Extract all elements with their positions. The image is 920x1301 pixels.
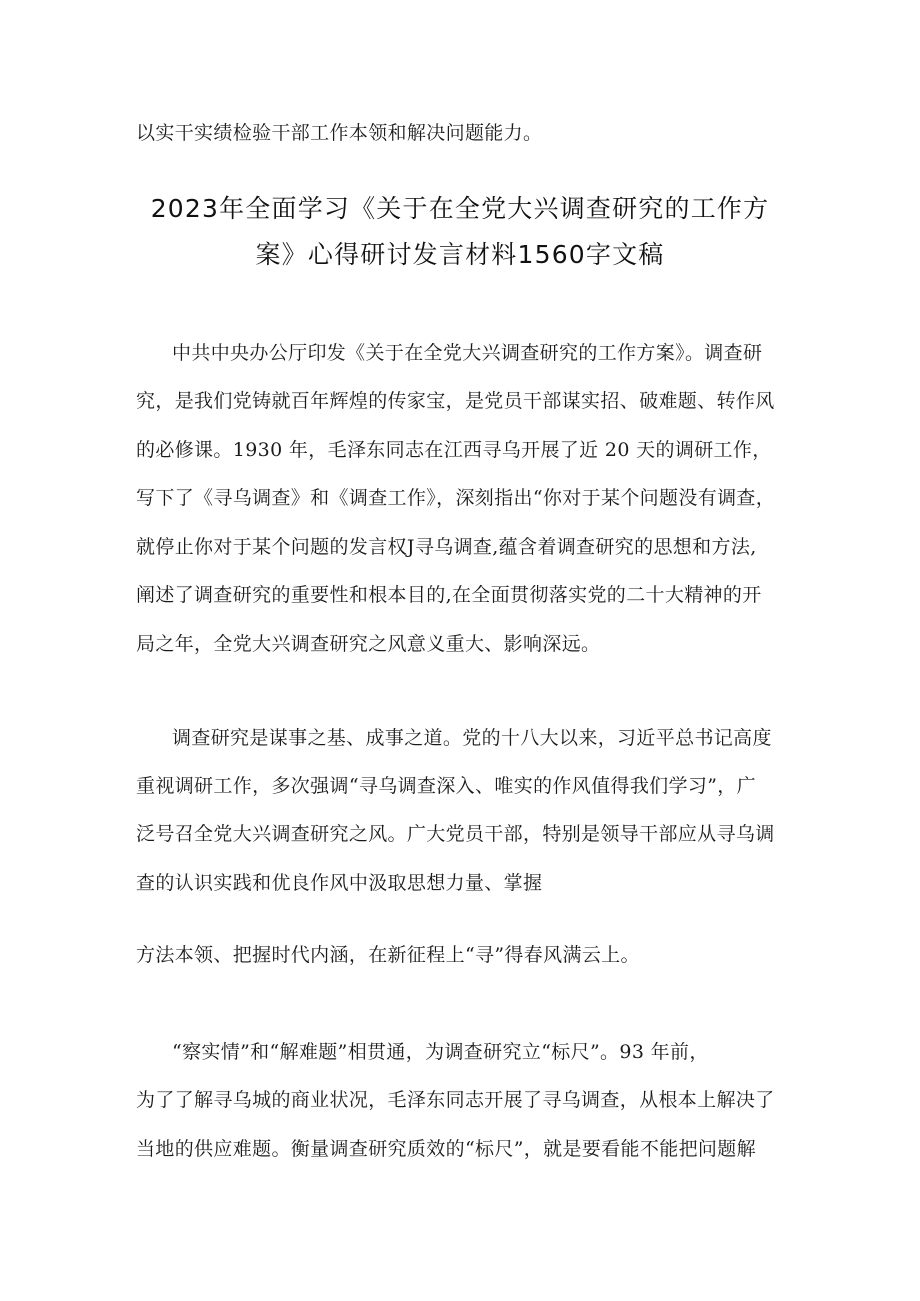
paragraph-1-line-2: 究，是我们党铸就百年辉煌的传家宝，是党员干部谋实招、破难题、转作风 [136,390,775,412]
paragraph-1-line-4: 写下了《寻乌调查》和《调查工作》，深刻指出“你对于某个问题没有调查， [136,487,776,509]
paragraph-1-line-5: 就停止你对于某个问题的发言权J寻乌调查,蕴含着调查研究的思想和方法, [136,536,757,558]
paragraph-2-line-2: 重视调研工作，多次强调“寻乌调查深入、唯实的作风值得我们学习”，广 [136,775,756,797]
paragraph-2-line-3: 泛号召全党大兴调查研究之风。广大党员干部，特别是领导干部应从寻乌调 [136,823,775,845]
paragraph-4-line-1: “察实情”和“解难题”相贯通，为调查研究立“标尺”。93 年前， [172,1041,709,1063]
paragraph-1-line-3: 的必修课。1930 年，毛泽东同志在江西寻乌开展了近 20 天的调研工作， [136,439,772,461]
paragraph-1-line-6: 阐述了调查研究的重要性和根本目的,在全面贯彻落实党的二十大精神的开 [136,584,762,606]
title-line-1: 2023年全面学习《关于在全党大兴调查研究的工作方 [150,194,770,223]
paragraph-2-line-4: 查的认识实践和优良作风中汲取思想力量、掌握 [136,872,543,894]
title-line-2: 案》心得研讨发言材料1560字文稿 [255,240,665,269]
paragraph-1-line-7: 局之年，全党大兴调查研究之风意义重大、影响深远。 [136,633,601,655]
paragraph-4-line-3: 当地的供应难题。衡量调查研究质效的“标尺”，就是要看能不能把问题解 [136,1138,756,1160]
paragraph-1-line-1: 中共中央办公厅印发《关于在全党大兴调查研究的工作方案》。调查研 [172,342,763,364]
paragraph-3-line-1: 方法本领、把握时代内涵，在新征程上“寻”得春风满云上。 [136,944,640,966]
lead-line: 以实干实绩检验干部工作本领和解决问题能力。 [136,122,543,144]
paragraph-2-line-1: 调查研究是谋事之基、成事之道。党的十八大以来，习近平总书记高度 [172,727,772,749]
paragraph-4-line-2: 为了了解寻乌城的商业状况，毛泽东同志开展了寻乌调查，从根本上解决了 [136,1089,775,1111]
